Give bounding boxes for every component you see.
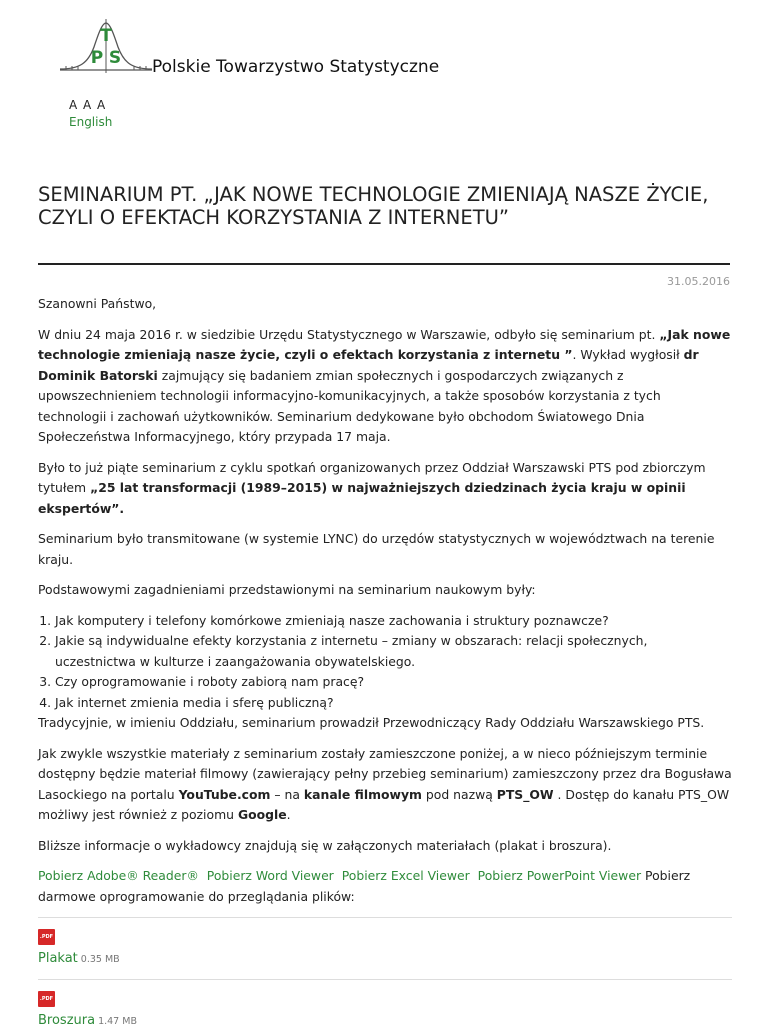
p2-text: Było to już piąte seminarium z cyklu spotkań organizowanych przez Oddział Warszawski PTS pod zbiorczym tytułem xyxy=(38,460,706,496)
paragraph-5: Tradycyjnie, w imieniu Oddziału, seminarium prowadził Przewodniczący Rady Oddziału Warszawskiego PTS. xyxy=(38,713,732,734)
publish-date: 31.05.2016 xyxy=(667,275,730,288)
logo-letter-t: T xyxy=(100,26,112,46)
google-bold: Google xyxy=(238,807,287,822)
paragraph-2 xyxy=(38,458,732,520)
attachment-link-broszura[interactable]: Broszura xyxy=(38,1013,95,1028)
paragraph-7: Bliższe informacje o wykładowcy znajdują się w załączonych materiałach (plakat i broszura). xyxy=(38,836,732,857)
article-body xyxy=(38,294,732,1036)
lecturer-name: dr Dominik Batorski xyxy=(38,347,699,383)
powerpoint-viewer-link[interactable]: Pobierz PowerPoint Viewer xyxy=(478,868,641,883)
file-size: 0.35 MB xyxy=(81,954,120,965)
seminar-title-bold: „Jak nowe technologie zmieniają nasze życie, czyli o efektach korzystania z internetu ” xyxy=(38,327,730,363)
channel-bold: kanale filmowym xyxy=(304,787,422,802)
pdf-icon[interactable]: .PDF xyxy=(38,991,55,1007)
word-viewer-link[interactable]: Pobierz Word Viewer xyxy=(207,868,334,883)
font-size-switcher[interactable]: A A A xyxy=(69,98,106,112)
paragraph-3: Seminarium było transmitowane (w systemie LYNC) do urzędów statystycznych w województwach na terenie kraju. xyxy=(38,529,732,570)
p6-text: . Dostęp do kanału PTS_OW możliwy jest również z poziomu xyxy=(38,787,729,823)
channel-name-bold: PTS_OW xyxy=(497,787,554,802)
list-item: 2. Jakie są indywidualne efekty korzystania z internetu – zmiany w obszarach: relacji społecznych, uczestnictwa w kulturze i zaangażowania obywatelskiego. xyxy=(55,631,732,672)
attachment-broszura xyxy=(38,979,732,1036)
series-title-bold: „25 lat transformacji (1989–2015) w najważniejszych dziedzinach życia kraju w opinii ekspertów”. xyxy=(38,480,686,516)
attachment-link-plakat[interactable]: Plakat xyxy=(38,951,78,966)
p6-text: – na xyxy=(270,787,303,802)
logo-letter-s: S xyxy=(109,48,121,68)
title-divider xyxy=(38,263,730,265)
pts-logo[interactable] xyxy=(58,17,154,75)
viewer-links xyxy=(38,866,732,907)
greeting: Szanowni Państwo, xyxy=(38,294,732,315)
youtube-bold: YouTube.com xyxy=(179,787,271,802)
paragraph-1 xyxy=(38,325,732,448)
excel-viewer-link[interactable]: Pobierz Excel Viewer xyxy=(342,868,470,883)
list-item: 1. Jak komputery i telefony komórkowe zmieniają nasze zachowania i struktury poznawcze? xyxy=(55,611,732,632)
p1-text: . Wykład wygłosił xyxy=(573,347,684,362)
p6-text: Jak zwykle wszystkie materiały z seminarium zostały zamieszczone poniżej, a w nieco późniejszym terminie dostępny będzie materiał filmowy (zawierający pełny przebieg seminarium) zamieszczony przez dra Bogusława Lasockiego na portalu xyxy=(38,746,732,802)
organization-name[interactable]: Polskie Towarzystwo Statystyczne xyxy=(152,57,439,77)
page-title: SEMINARIUM PT. „JAK NOWE TECHNOLOGIE ZMIENIAJĄ NASZE ŻYCIE, CZYLI O EFEKTACH KORZYSTANIA Z INTERNETU” xyxy=(38,183,738,229)
file-size: 1.47 MB xyxy=(98,1016,137,1027)
attachment-plakat xyxy=(38,917,732,975)
p1-text: W dniu 24 maja 2016 r. w siedzibie Urzędu Statystycznego w Warszawie, odbyło się seminarium pt. xyxy=(38,327,659,342)
viewers-description: Pobierz darmowe oprogramowanie do przeglądania plików: xyxy=(38,868,690,904)
language-link-english[interactable]: English xyxy=(69,115,112,129)
paragraph-6 xyxy=(38,744,732,826)
p6-text: pod nazwą xyxy=(422,787,497,802)
topics-list xyxy=(38,611,732,714)
p6-text: . xyxy=(287,807,291,822)
pdf-icon[interactable]: .PDF xyxy=(38,929,55,945)
paragraph-4: Podstawowymi zagadnieniami przedstawionymi na seminarium naukowym były: xyxy=(38,580,732,601)
list-item: 3. Czy oprogramowanie i roboty zabiorą nam pracę? xyxy=(55,672,732,693)
adobe-reader-link[interactable]: Pobierz Adobe® Reader® xyxy=(38,868,199,883)
list-item: 4. Jak internet zmienia media i sferę publiczną? xyxy=(55,693,732,714)
logo-letter-p: P xyxy=(91,48,103,68)
p1-text: zajmujący się badaniem zmian społecznych i gospodarczych związanych z upowszechnieniem technologii informacyjno-komunikacyjnych, a także sposobów korzystania z tych technologii i zachowań użytkowników. Seminarium dedykowane było obchodom Światowego Dnia Społeczeństwa Informacyjnego, który przypada 17 maja. xyxy=(38,368,661,445)
